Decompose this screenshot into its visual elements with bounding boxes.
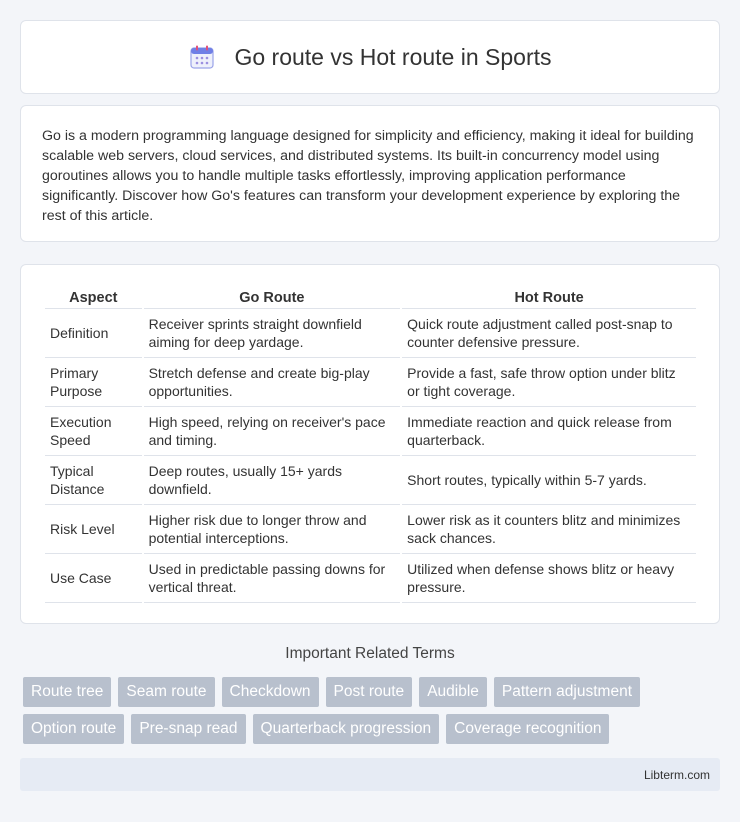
comparison-table-card	[20, 264, 720, 624]
tag-checkdown[interactable]: Checkdown	[222, 677, 319, 707]
cell-go-route: Receiver sprints straight downfield aiming for deep yardage.	[144, 309, 401, 358]
intro-paragraph: Go is a modern programming language designed for simplicity and efficiency, making it ideal for building scalable web servers, cloud services, and distributed systems. Its built-in concurrency model using goroutines allows you to handle multiple tasks effortlessly, improving application performance significantly. Discover how Go's features can transform your development experience by exploring the rest of this article.	[42, 128, 694, 224]
table-row	[45, 309, 696, 358]
tag-pre-snap-read[interactable]: Pre-snap read	[131, 714, 245, 744]
tag-pattern-adjustment[interactable]: Pattern adjustment	[494, 677, 640, 707]
cell-hot-route: Short routes, typically within 5-7 yards.	[402, 456, 696, 505]
tag-seam-route[interactable]: Seam route	[118, 677, 214, 707]
title-wrap	[188, 43, 551, 71]
comparison-table	[43, 283, 698, 603]
cell-go-route: Higher risk due to longer throw and potential interceptions.	[144, 505, 401, 554]
cell-hot-route: Provide a fast, safe throw option under blitz or tight coverage.	[402, 358, 696, 407]
cell-go-route: High speed, relying on receiver's pace and timing.	[144, 407, 401, 456]
cell-go-route: Deep routes, usually 15+ yards downfield.	[144, 456, 401, 505]
header-aspect: Aspect	[45, 283, 142, 309]
table-header-row	[45, 283, 696, 309]
table-row	[45, 554, 696, 603]
tag-option-route[interactable]: Option route	[23, 714, 124, 744]
table-row	[45, 456, 696, 505]
cell-aspect: Execution Speed	[45, 407, 142, 456]
header-card	[20, 20, 720, 94]
tag-quarterback-progression[interactable]: Quarterback progression	[253, 714, 440, 744]
cell-hot-route: Quick route adjustment called post-snap to counter defensive pressure.	[402, 309, 696, 358]
cell-aspect: Risk Level	[45, 505, 142, 554]
cell-hot-route: Utilized when defense shows blitz or heavy pressure.	[402, 554, 696, 603]
header-go-route: Go Route	[144, 283, 401, 309]
tag-audible[interactable]: Audible	[419, 677, 487, 707]
calendar-icon	[188, 43, 216, 71]
tag-post-route[interactable]: Post route	[326, 677, 413, 707]
cell-aspect: Typical Distance	[45, 456, 142, 505]
cell-hot-route: Immediate reaction and quick release from quarterback.	[402, 407, 696, 456]
table-row	[45, 407, 696, 456]
footer-link[interactable]: Libterm.com	[643, 767, 710, 782]
intro-card	[20, 105, 720, 242]
related-terms-list	[23, 677, 723, 744]
cell-aspect: Primary Purpose	[45, 358, 142, 407]
page-title: Go route vs Hot route in Sports	[234, 43, 552, 70]
related-terms-title: Important Related Terms	[285, 645, 455, 662]
table-row	[45, 358, 696, 407]
tag-route-tree[interactable]: Route tree	[23, 677, 111, 707]
cell-hot-route: Lower risk as it counters blitz and minimizes sack chances.	[402, 505, 696, 554]
cell-aspect: Definition	[45, 309, 142, 358]
table-row	[45, 505, 696, 554]
tag-coverage-recognition[interactable]: Coverage recognition	[446, 714, 609, 744]
cell-go-route: Used in predictable passing downs for vertical threat.	[144, 554, 401, 603]
cell-go-route: Stretch defense and create big-play opportunities.	[144, 358, 401, 407]
cell-aspect: Use Case	[45, 554, 142, 603]
header-hot-route: Hot Route	[402, 283, 696, 309]
footer	[20, 758, 720, 791]
